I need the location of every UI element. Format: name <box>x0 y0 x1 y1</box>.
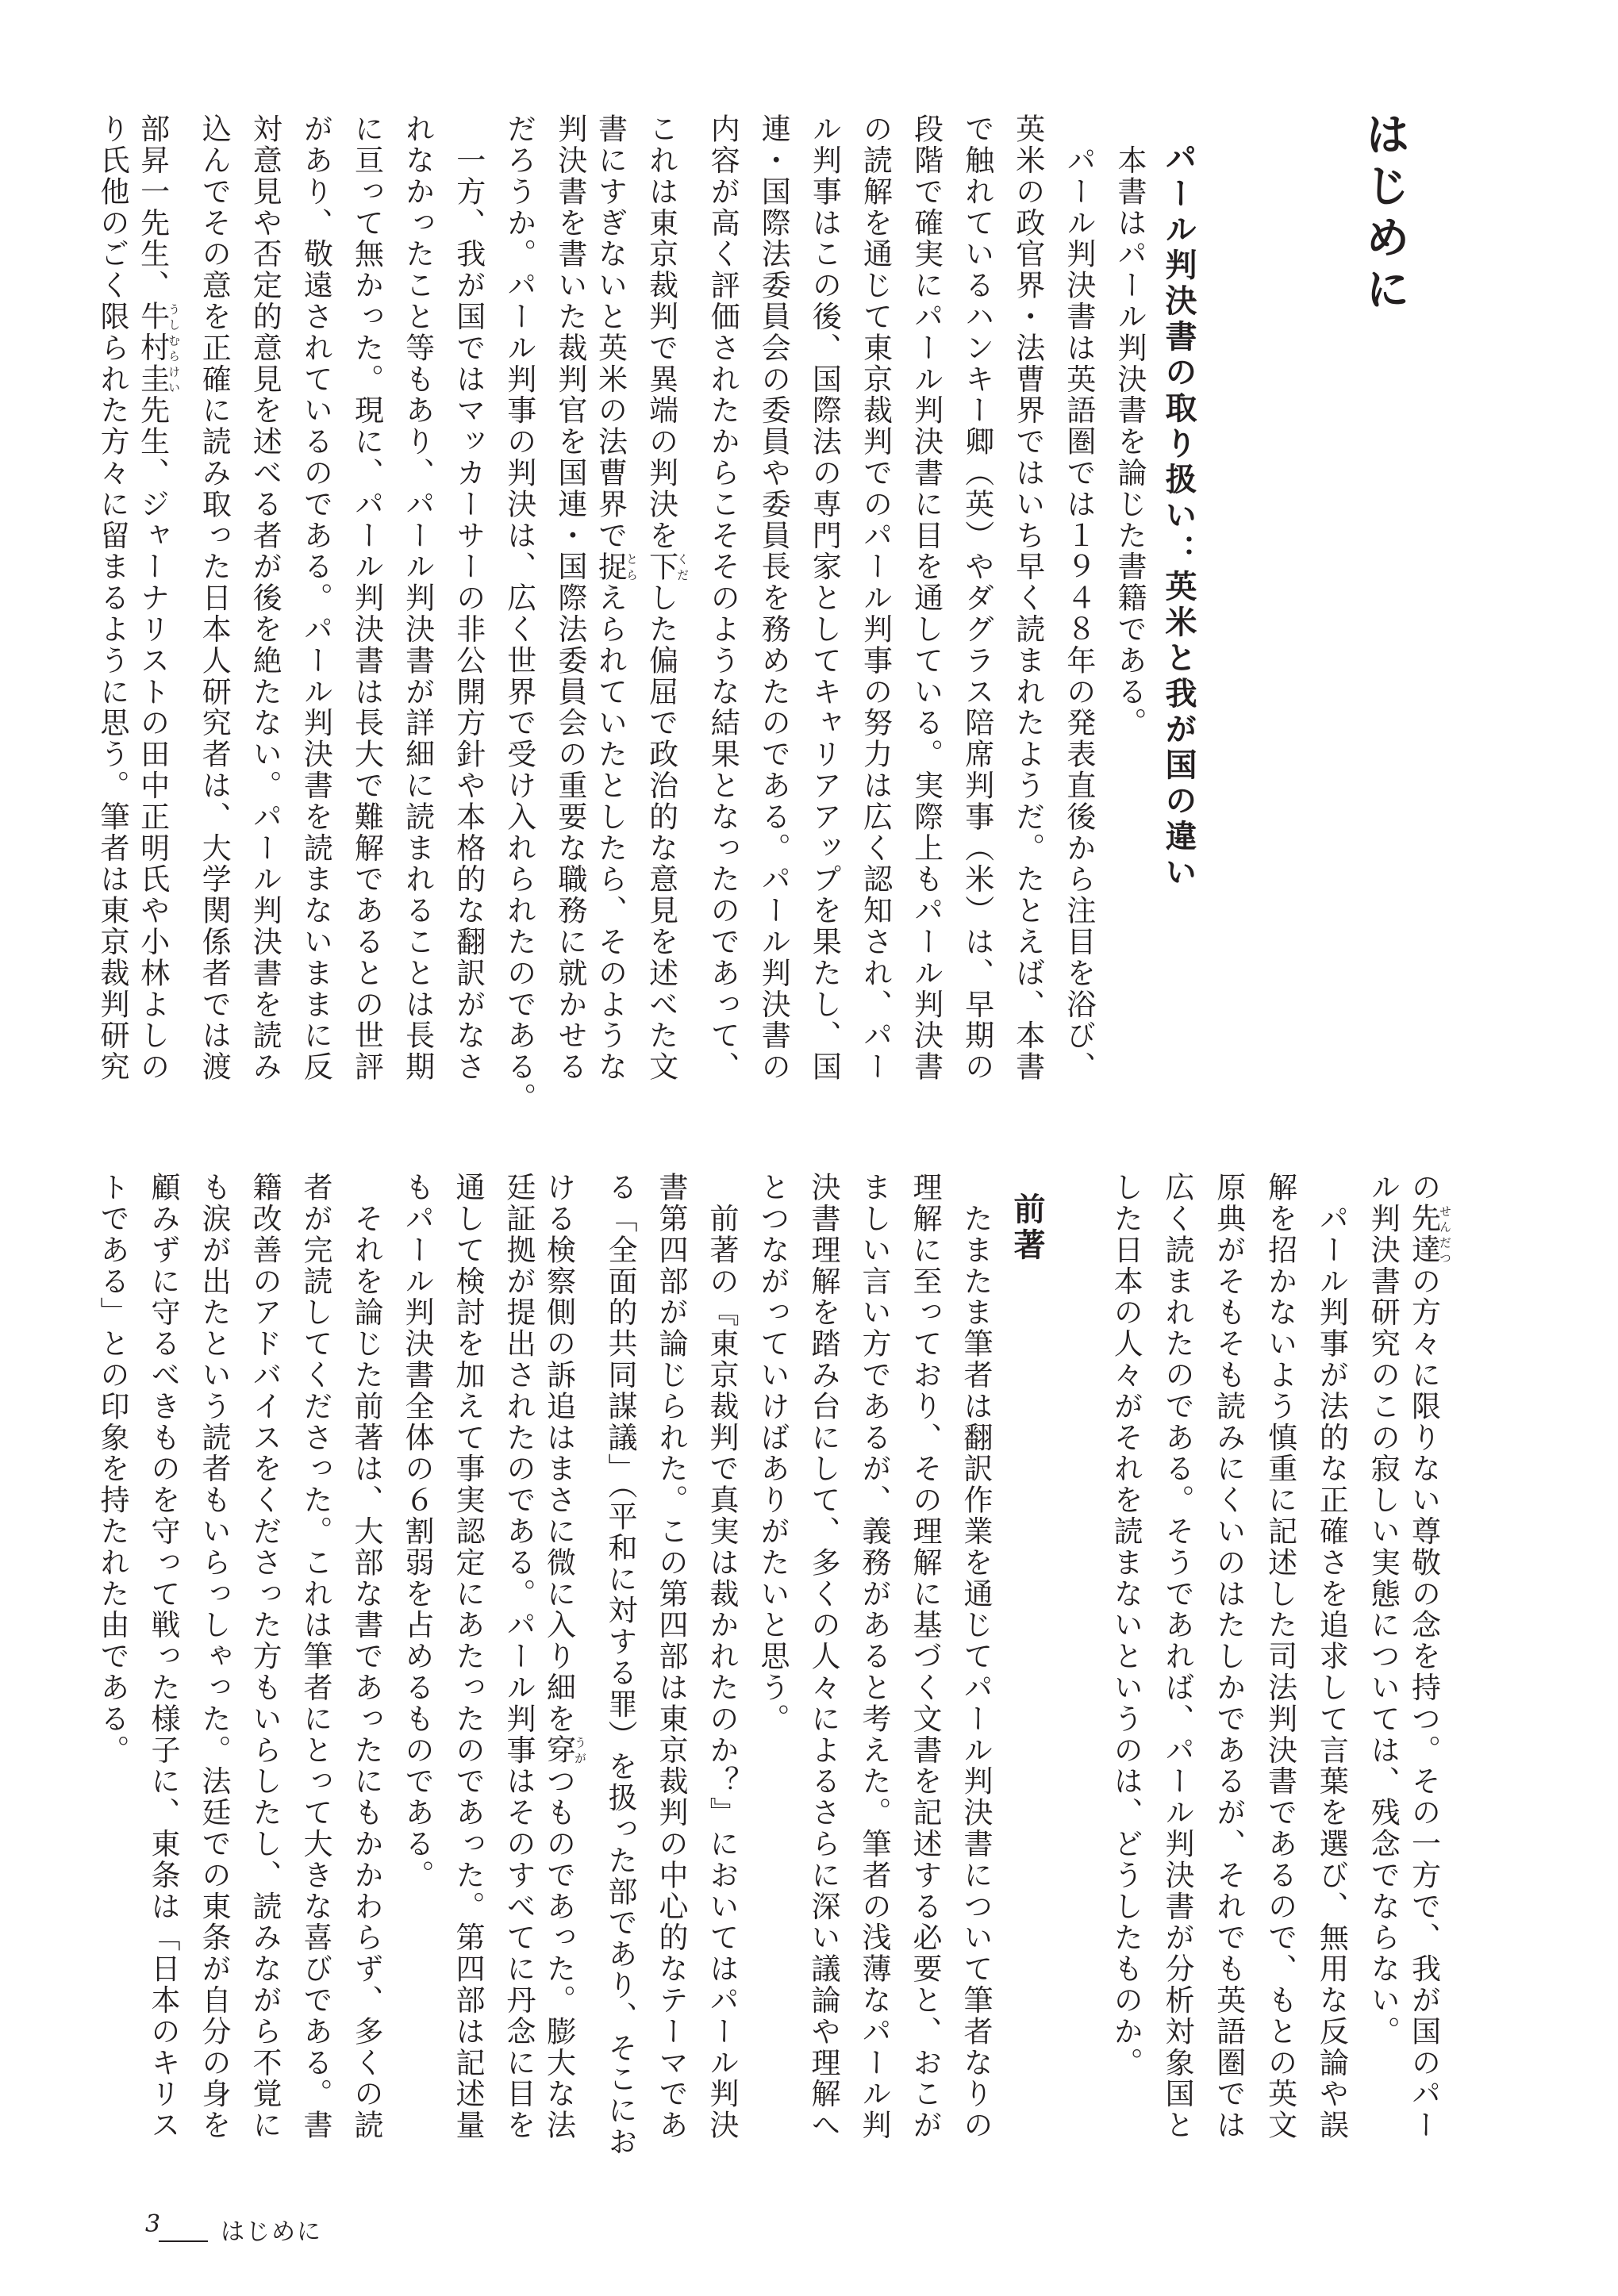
text-column <box>856 1172 891 2141</box>
ruby-base: 下 <box>644 551 678 583</box>
text-column <box>907 1172 942 2141</box>
text-run: 廷証拠が提出されたのである。パール判事はそのすべてに丹念に目を <box>502 1172 536 2141</box>
text-run: 通して検討を加えて事実認定にあたったのであった。第四部は記述量 <box>451 1172 485 2141</box>
text-column <box>145 1172 180 2141</box>
text-column <box>247 113 282 1082</box>
text-column <box>451 113 486 1082</box>
text-run: した偏屈で政治的な意見を述べた文 <box>644 582 678 1083</box>
section-heading-previous-book: 前著 <box>1009 1192 1045 1264</box>
text-run: ましい言い方であるが、義務があると考えた。筆者の浅薄なパール判 <box>857 1172 891 2141</box>
text-run: 書第四部が論じられた。この第四部は東京裁判の中心的なテーマであ <box>654 1172 688 2141</box>
text-run: 者が完読してくださった。これは筆者にとって大きな喜びである。書 <box>298 1172 332 2141</box>
text-column <box>450 1172 485 2141</box>
text-column <box>247 1172 282 2141</box>
text-run: だろうか。パール判事の判決は、広く世界で受け入れられたのである。 <box>502 113 536 1114</box>
text-run: 内容が高く評価されたからこそそのような結果となったのであって、 <box>705 113 740 1083</box>
text-run: ル判決書研究のこの寂しい実態については、残念でならない。 <box>1366 1172 1401 2048</box>
text-run: の方々に限りない尊敬の念を持つ。その一方で、我が国のパー <box>1406 1265 1441 2141</box>
text-column <box>552 113 587 1082</box>
ruby-base: 先達 <box>1406 1203 1441 1266</box>
text-run: れなかったこと等もあり、パール判決書が詳細に読まれることは長期 <box>400 113 435 1083</box>
ruby-annotated-word <box>1406 1203 1452 1266</box>
text-run: 対意見や否定的意見を述べる者が後を絶たない。パール判決書を読み <box>248 113 282 1083</box>
text-run: 書にすぎないと英米の法曹界で <box>593 113 628 551</box>
text-run: 部昇一先生、 <box>135 113 170 301</box>
ruby-base: 牛村圭 <box>135 301 170 395</box>
text-column <box>1365 1172 1400 2047</box>
text-column <box>1406 1172 1452 2141</box>
text-column <box>958 1172 993 2141</box>
text-run: 連・国際法委員会の委員や委員長を務めたのである。パール判決書の <box>756 113 791 1083</box>
text-run: 英米の政官界・法曹界ではいち早く読まれたようだ。たとえば、本書 <box>1010 113 1045 1083</box>
text-run: 先生、ジャーナリストの田中正明氏や小林よしの <box>135 394 170 1083</box>
section-heading-treatment: パール判決書の取り扱い：英米と我が国の違い <box>1160 141 1197 891</box>
text-column <box>298 113 332 1082</box>
text-column <box>755 113 790 1082</box>
text-run: たまたま筆者は翻訳作業を通じてパール判決書について筆者なりの <box>959 1172 993 2141</box>
text-column <box>135 113 182 1083</box>
text-column <box>909 113 944 1082</box>
text-column <box>1263 1172 1297 2141</box>
text-run: えられていたとしたら、そのような <box>593 582 628 1083</box>
ruby-annotated-word <box>593 551 639 583</box>
text-column <box>501 1172 536 2141</box>
ruby-reading: くだ <box>675 551 690 582</box>
ruby-reading: とら <box>625 551 639 582</box>
text-run: 込んでその意を正確に読み取った日本人研究者は、大学関係者では渡 <box>197 113 232 1083</box>
ruby-base: 捉 <box>593 551 628 583</box>
text-column <box>1313 1172 1348 2141</box>
ruby-annotated-word <box>541 1734 587 1766</box>
text-run: トである」との印象を持たれた由である。 <box>95 1172 129 1766</box>
ruby-reading: うが <box>573 1734 587 1766</box>
text-run: があり、敬遠されているのである。パール判決書を読まないままに反 <box>298 113 333 1083</box>
text-column <box>196 113 231 1082</box>
text-column <box>502 113 536 1114</box>
text-column <box>644 113 690 1083</box>
text-run: 籍改善のアドバイスをくださった方もいらしたし、読みながら不覚に <box>248 1172 282 2141</box>
text-column <box>298 1172 332 2141</box>
text-run: の読解を通じて東京裁判でのパール判事の努力は広く認知され、パー <box>858 113 893 1083</box>
ruby-annotated-word <box>644 551 690 583</box>
text-run: 本書はパール判決書を論じた書籍である。 <box>1113 113 1147 739</box>
text-column <box>1108 1172 1143 2079</box>
text-column <box>653 1172 688 2141</box>
text-run: 理解に至っており、その理解に基づく文書を記述する必要と、おこが <box>908 1172 942 2141</box>
text-run: した日本の人々がそれを読まないというのは、どうしたものか。 <box>1109 1172 1143 2079</box>
text-run: パール判決書は英語圏では１９４８年の発表直後から注目を浴び、 <box>1061 113 1096 1083</box>
running-head: はじめに <box>221 2218 322 2246</box>
ruby-annotated-word <box>135 301 182 395</box>
text-run: 判決書を書いた裁判官を国連・国際法委員会の重要な職務に就かせる <box>552 113 587 1083</box>
text-run: 前著の『東京裁判で真実は裁かれたのか？』においてはパール判決 <box>705 1172 739 2141</box>
text-run: 段階で確実にパール判決書に目を通している。実際上もパール判決書 <box>909 113 944 1083</box>
text-column <box>399 1172 434 1891</box>
text-run: ける検察側の訴追はまさに微に入り細を <box>541 1172 576 1735</box>
text-column <box>400 113 435 1082</box>
text-run: も涙が出たという読者もいらっしゃった。法廷での東条が自分の身を <box>197 1172 231 2141</box>
text-run: り氏他のごく限られた方々に留まるように思う。筆者は東京裁判研究 <box>95 113 129 1083</box>
text-column <box>1159 1172 1194 2141</box>
text-run: の <box>1406 1172 1441 1204</box>
text-run: つものであった。膨大な法 <box>541 1765 576 2141</box>
text-column <box>348 1172 383 2141</box>
text-column <box>704 1172 739 2141</box>
chapter-title: はじめに <box>1359 111 1410 317</box>
text-run: 解を招かないよう慎重に記述した司法判決書であるので、もとの英文 <box>1263 1172 1297 2141</box>
text-run: に亘って無かった。現に、パール判決書は長大で難解であるとの世評 <box>349 113 384 1083</box>
text-column <box>349 113 384 1082</box>
text-column <box>602 1172 637 2157</box>
text-run: 一方、我が国ではマッカーサーの非公開方針や本格的な翻訳がなさ <box>451 113 486 1083</box>
page-number: 3 <box>145 2210 161 2238</box>
text-column <box>1010 113 1045 1082</box>
text-column <box>94 113 129 1082</box>
text-run: 広く読まれたのである。そうであれば、パール判決書が分析対象国と <box>1160 1172 1194 2141</box>
text-column <box>755 1172 790 1734</box>
text-run: 原典がそもそも読みにくいのはたしかであるが、それでも英語圏では <box>1211 1172 1246 2141</box>
text-column <box>196 1172 231 2141</box>
text-run: ル判事はこの後、国際法の専門家としてキャリアアップを果たし、国 <box>807 113 842 1083</box>
text-run: 顧みずに守るべきものを守って戦った様子に、東条は「日本のキリス <box>146 1172 180 2141</box>
text-column <box>1112 113 1147 739</box>
text-run: で触れているハンキー卿（英）やダグラス陪席判事（米）は、早期の <box>959 113 994 1083</box>
text-column <box>858 113 893 1082</box>
text-column <box>1211 1172 1246 2141</box>
text-run: とつながっていけばありがたいと思う。 <box>755 1172 790 1735</box>
text-column <box>959 113 994 1082</box>
text-run: る「全面的共同謀議」（平和に対する罪）を扱った部であり、そこにお <box>603 1172 637 2158</box>
text-column <box>1061 113 1096 1082</box>
text-column <box>94 1172 129 1766</box>
footer-rule <box>159 2240 208 2242</box>
ruby-reading: うしむらけい <box>167 301 182 395</box>
ruby-reading: せんだつ <box>1438 1203 1452 1266</box>
text-run: それを論じた前著は、大部な書であったにもかかわらず、多くの読 <box>349 1172 383 2141</box>
text-column <box>805 1172 840 2141</box>
text-run: これは東京裁判で異端の判決を <box>644 113 678 551</box>
ruby-base: 穿 <box>541 1734 576 1766</box>
text-column <box>806 113 841 1082</box>
text-column <box>705 113 740 1082</box>
text-column <box>593 113 639 1083</box>
text-run: 決書理解を踏み台にして、多くの人々によるさらに深い議論や理解へ <box>806 1172 840 2141</box>
text-column <box>541 1172 587 2141</box>
text-run: もパール判決書全体の６割弱を占めるものである。 <box>400 1172 434 1891</box>
text-run: パール判事が法的な正確さを追求して言葉を選び、無用な反論や誤 <box>1314 1172 1349 2141</box>
